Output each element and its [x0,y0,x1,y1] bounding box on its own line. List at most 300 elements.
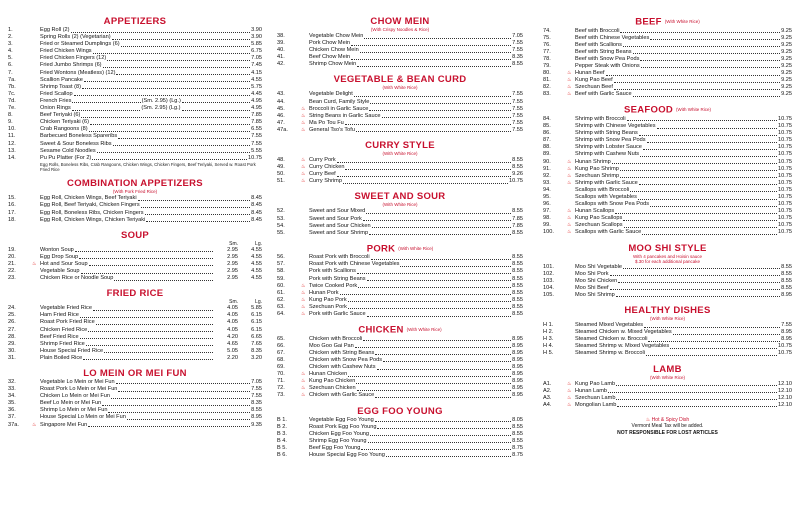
menu-item [543,222,792,229]
chili-pepper-icon: ♨ [32,421,37,428]
menu-item [277,171,523,178]
item-number: 95. [543,194,551,200]
menu-item [8,334,262,341]
item-number: 98. [543,215,551,222]
section-subtitle: (With White Rice) [676,107,712,113]
item-price: 8.05 [512,416,523,423]
section-subtitle: (With White Rice) [649,316,685,322]
item-name: Pork with Scallions [309,268,356,275]
item-price: 7.55 [512,40,523,47]
leader-dots [614,82,780,83]
leader-dots [383,361,511,362]
item-number: 20. [8,253,16,260]
leader-dots [400,266,511,267]
section-title: PORK (With White Rice) [366,243,434,255]
chili-pepper-icon: ♨ [301,112,306,119]
item-name: Beef with Chinese Vegetables [575,34,650,41]
leader-dots [345,124,511,125]
menu-item [277,452,523,459]
item-price-small: 4.05 [227,312,238,319]
item-name: Curry Shrimp [309,178,342,185]
size-label: Lg. [255,299,262,306]
menu-item [543,35,792,42]
item-price: 8.55 [512,208,523,215]
leader-dots [145,214,251,215]
item-price: 10.75 [778,123,792,130]
item-price: 9.25 [781,34,792,41]
item-name: Beef Chow Mein [309,54,351,61]
item-name: Spring Rolls (2) (Vegetarian) [40,34,111,41]
leader-dots [647,142,777,143]
menu-item [8,275,262,282]
leader-dots [620,32,780,33]
item-price: 3.90 [251,27,262,33]
item-number: 18. [8,216,16,223]
leader-dots [81,117,250,118]
leader-dots [71,32,251,33]
item-number: 56. [277,254,285,261]
leader-dots [114,280,213,281]
item-price-large: 4.55 [251,260,262,267]
item-price: 8.55 [512,61,523,68]
item-name: Beef with Snow Pea Pods [575,55,640,62]
leader-dots [93,53,251,54]
item-name: Twice Cooked Pork [309,282,358,289]
leader-dots [348,301,511,302]
item-price: 10.75 [778,350,792,357]
item-price: 9.25 [781,48,792,55]
item-price: 8.55 [781,277,792,284]
item-price: 12.10 [778,401,792,408]
leader-dots [90,124,250,125]
item-number: 8. [8,112,13,119]
item-price: 10.75 [248,154,262,161]
item-price-small: 5.05 [227,347,238,354]
section-combination-appetizers [8,179,262,223]
item-name: Chicken Fried Rice [40,326,88,333]
item-name: Beef with String Beans [575,48,632,55]
item-number: 49. [277,164,285,171]
item-price-small: 2.20 [227,354,238,361]
item-price: 10.75 [778,229,792,236]
leader-dots [610,275,781,276]
item-price-small: 4.05 [227,305,238,312]
item-name: Egg Roll, Chicken Wings, Beef Teriyaki [40,195,137,202]
item-price: 8.45 [251,202,262,209]
item-number: 73. [277,392,285,399]
menu-item [8,407,262,414]
item-name: Chicken Egg Foo Young [309,430,370,437]
leader-dots [141,207,250,208]
item-price: 8.55 [512,430,523,437]
item-number: A2. [543,387,552,394]
item-price-small: 2.95 [227,253,238,260]
leader-dots [368,442,512,443]
item-name: Chicken Chow Mein [309,47,359,54]
menu-item [543,180,792,187]
item-number: 7c. [8,90,16,97]
leader-dots [80,338,213,339]
menu-item [8,84,262,91]
item-number: 37. [8,414,16,421]
item-price: 8.45 [251,216,262,223]
item-price: 7.55 [251,133,262,140]
item-name: Curry Pork [309,157,336,164]
item-name: Shrimp with Snow Pea Pods [575,137,646,144]
leader-dots [367,316,512,317]
item-price: 9.25 [781,84,792,91]
menu-item [277,268,523,275]
menu-item [277,223,523,230]
item-number: 97. [543,208,551,215]
item-number: 35. [8,400,16,407]
menu-item [277,40,523,47]
menu-item [277,304,523,311]
item-number: 66. [277,342,285,349]
item-name: Steamed Chicken w. Broccoli [575,336,648,343]
section-healthy-dishes [543,306,792,357]
item-number: 89. [543,151,551,158]
item-number: 15. [8,195,16,202]
leader-dots [363,220,511,221]
item-number: 65. [277,335,285,342]
item-number: B 5. [277,444,287,451]
item-number: 92. [543,172,551,179]
item-number: 45. [277,105,285,112]
item-number: 28. [8,333,16,340]
section-subtitle: (With White Rice) [382,202,418,208]
leader-dots [81,273,213,274]
item-name: Fried Wontons (Meatless) (12) [40,69,116,76]
leader-dots [370,103,511,104]
menu-item [8,341,262,348]
item-name: Fried Chicken Wings [40,48,92,55]
item-name: Beef Egg Foo Young [309,444,361,451]
section-title: SOUP [120,229,150,241]
leader-dots [367,280,512,281]
menu-item [277,91,523,98]
item-price: 8.95 [512,378,523,385]
item-name: Vegetable Egg Foo Young [309,416,374,423]
menu-item [543,28,792,35]
item-price: 8.55 [512,157,523,164]
leader-dots [623,46,780,47]
item-name: Kung Pao Chicken [309,378,356,385]
menu-item [8,48,262,55]
item-number: 80. [543,70,551,77]
item-number: 70. [277,371,285,378]
item-name: Moo Shi Vegetable [575,263,622,270]
item-name: Hunan Shrimp [575,158,611,165]
item-name: Hunan Scallops [575,208,615,215]
chili-pepper-icon: ♨ [301,296,306,303]
leader-dots [86,345,213,346]
chili-pepper-icon: ♨ [301,392,306,399]
item-name: French Fries [40,97,72,104]
menu-item [277,445,523,452]
leader-dots [606,75,781,76]
item-name: Hot and Sour Soup [40,260,88,267]
section-title: BEEF (With White Rice) [635,16,700,28]
leader-dots [371,259,511,260]
leader-dots [112,39,251,40]
menu-item [8,112,262,119]
item-name: Beef Lo Mein or Mei Fun [40,400,102,407]
item-price: 8.95 [512,342,523,349]
leader-dots [89,131,251,132]
leader-dots [97,152,250,153]
menu-item [8,41,262,48]
size-label: Sm. [229,240,238,247]
item-name: House Special Egg Foo Young [309,451,385,458]
menu-item [8,305,262,312]
item-number: 90. [543,158,551,165]
item-number: 24. [8,305,16,312]
item-price: 9.26 [512,171,523,178]
menu-item [543,77,792,84]
leader-dots [348,308,511,309]
item-name: Fried Scallop [40,90,73,97]
item-price: 8.45 [251,209,262,216]
item-price-large: 5.85 [251,305,262,312]
leader-dots [357,66,511,67]
item-price-large: 6.65 [251,333,262,340]
menu-item [543,137,792,144]
item-price: 6.75 [251,48,262,55]
section-title: LAMB [653,363,682,375]
item-number: 61. [277,289,285,296]
item-number: A3. [543,394,552,401]
item-price: 9.25 [781,62,792,69]
item-name: Crab Rangoons (8) [40,126,88,133]
section-egg-foo-young [277,407,523,460]
leader-dots [639,184,777,185]
section-note: $.30 for each additional pancake [634,258,701,264]
menu-item [543,292,792,299]
item-price: 10.75 [509,178,523,185]
chili-pepper-icon: ♨ [567,401,572,408]
item-price: 8.55 [512,289,523,296]
item-name: Kung Pao Scallops [575,215,623,222]
section-vegetable-bean-curd [277,75,523,134]
menu-item [543,159,792,166]
item-number: 83. [543,91,551,98]
item-name: Steamed Mixed Vegetables [575,322,644,329]
item-number: A4. [543,401,552,408]
chili-pepper-icon: ♨ [301,311,306,318]
menu-item [543,123,792,130]
item-price-small: 2.95 [227,260,238,267]
leader-dots [118,391,250,392]
menu-item [277,127,523,134]
leader-dots [93,310,213,311]
item-name: Roast Pork Egg Foo Young [309,423,377,430]
menu-item [277,276,523,283]
item-price: 9.25 [781,91,792,98]
leader-dots [612,163,777,164]
section-title: LO MEIN OR MEI FUN [83,367,187,379]
item-number: H 1. [543,322,554,329]
leader-dots [673,334,780,335]
leader-dots [354,96,511,97]
item-name: Shrimp Lo Mein or Mei Fun [40,407,108,414]
menu-item [277,371,523,378]
leader-dots [84,81,250,82]
item-number: 87. [543,137,551,144]
menu-item [543,264,792,271]
leader-dots [111,398,250,399]
item-name: Steamed Shrimp w. Broccoli [575,350,645,357]
item-number: 72. [277,385,285,392]
item-number: 13. [8,147,16,154]
leader-dots [102,405,250,406]
chili-pepper-icon: ♨ [301,105,306,112]
menu-item [543,402,792,409]
menu-item [543,187,792,194]
menu-item [8,422,262,429]
item-price: 4.95 [251,105,263,112]
leader-dots [343,183,508,184]
item-name: Szechuan Shrimp [575,172,620,179]
leader-dots [113,145,251,146]
item-number: 86. [543,130,551,137]
item-name: Shrimp Toast (8) [40,83,81,90]
item-price: 7.05 [251,55,262,62]
item-number: 9. [8,119,13,126]
item-number: 62. [277,296,285,303]
section-beef [543,17,792,98]
item-number: 27. [8,326,16,333]
item-number: 31. [8,354,16,361]
item-price: 7.45 [251,62,262,69]
item-price: 8.55 [512,254,523,261]
section-title: APPETIZERS [103,16,167,27]
item-name: Szechuan Chicken [309,385,356,392]
item-name: Shrimp with Cashew Nuts [575,151,640,158]
menu-item [543,215,792,222]
item-price: 4.45 [251,90,262,97]
menu-item [543,343,792,350]
menu-item [8,217,262,224]
leader-dots [89,265,213,266]
item-price: 7.55 [512,126,523,133]
menu-item [8,312,262,319]
item-name: Egg Roll (2) [40,27,70,33]
item-number: 30. [8,347,16,354]
item-price-small: 2.95 [227,275,238,282]
menu-item [277,164,523,171]
item-number: 21. [8,260,16,267]
leader-dots [72,110,141,111]
item-number: 2. [8,34,13,41]
item-name: Roast Pork with Broccoli [309,254,370,261]
item-name: Shrimp Fried Rice [40,340,85,347]
menu-item [8,195,262,202]
chili-pepper-icon: ♨ [301,164,306,171]
item-name: Singapore Mei Fun [40,421,88,428]
item-number: 10. [8,126,16,133]
section-appetizers [8,17,262,172]
menu-item [543,144,792,151]
leader-dots [630,191,777,192]
leader-dots [623,268,780,269]
item-name: Mongolian Lamb [575,401,617,408]
item-number: 16. [8,202,16,209]
section-title: MOO SHI STYLE [628,242,707,254]
item-name: Kung Pao Shrimp [575,165,619,172]
leader-dots [360,52,511,53]
item-price: 8.55 [512,261,523,268]
item-name: Hunan Pork [309,289,339,296]
menu-item [543,173,792,180]
section-subtitle: (With White Rice) [406,327,442,333]
chili-pepper-icon: ♨ [301,378,306,385]
item-number: 94. [543,186,551,193]
menu-item [543,208,792,215]
section-subtitle: (With White Rice) [664,19,700,24]
chili-pepper-icon: ♨ [567,165,572,172]
menu-item [543,271,792,278]
item-name: Scallops with Snow Pea Pods [575,201,650,208]
item-price: 3.90 [251,34,262,41]
leader-dots [641,67,780,68]
item-number: 102. [543,270,554,277]
leader-dots [616,399,777,400]
chili-pepper-icon: ♨ [567,380,572,387]
leader-dots [118,138,250,139]
item-price-large: 4.55 [251,253,262,260]
menu-item [8,247,262,254]
item-price-small: 4.05 [227,319,238,326]
chili-pepper-icon: ♨ [567,158,572,165]
item-name: Kung Pao Lamb [575,380,616,387]
item-price-large: 6.15 [251,326,262,333]
item-number: 36. [8,407,16,414]
menu-item [8,55,262,62]
item-number: 79. [543,62,551,69]
menu-item [277,54,523,61]
menu-item [277,378,523,385]
item-name: Sweet and Sour Chicken [309,222,371,229]
menu-item [8,77,262,84]
leader-dots [79,258,213,259]
item-name: Szechuan Pork [309,303,347,310]
item-number: H 4. [543,343,554,350]
section-chow-mein [277,17,523,68]
item-price: 8.95 [512,335,523,342]
item-number: 33. [8,386,16,393]
menu-item [8,379,262,386]
menu-item [277,336,523,343]
item-name: Chicken Rice or Noodle Soup [40,275,114,282]
menu-item [8,91,262,98]
item-price: 10.75 [778,208,792,215]
leader-dots [345,169,511,170]
item-price: 8.55 [512,437,523,444]
leader-dots [351,45,511,46]
menu-item [543,395,792,402]
menu-item [277,290,523,297]
item-name: Shrimp with Garlic Sauce [575,179,638,186]
menu-item [277,61,523,68]
item-price: 8.55 [512,268,523,275]
item-number: 11. [8,133,16,140]
leader-dots [617,406,777,407]
item-number: 12. [8,140,16,147]
item-price-large: 6.15 [251,319,262,326]
item-name: Egg Drop Soup [40,253,79,260]
section-sweet-and-sour [277,192,523,236]
